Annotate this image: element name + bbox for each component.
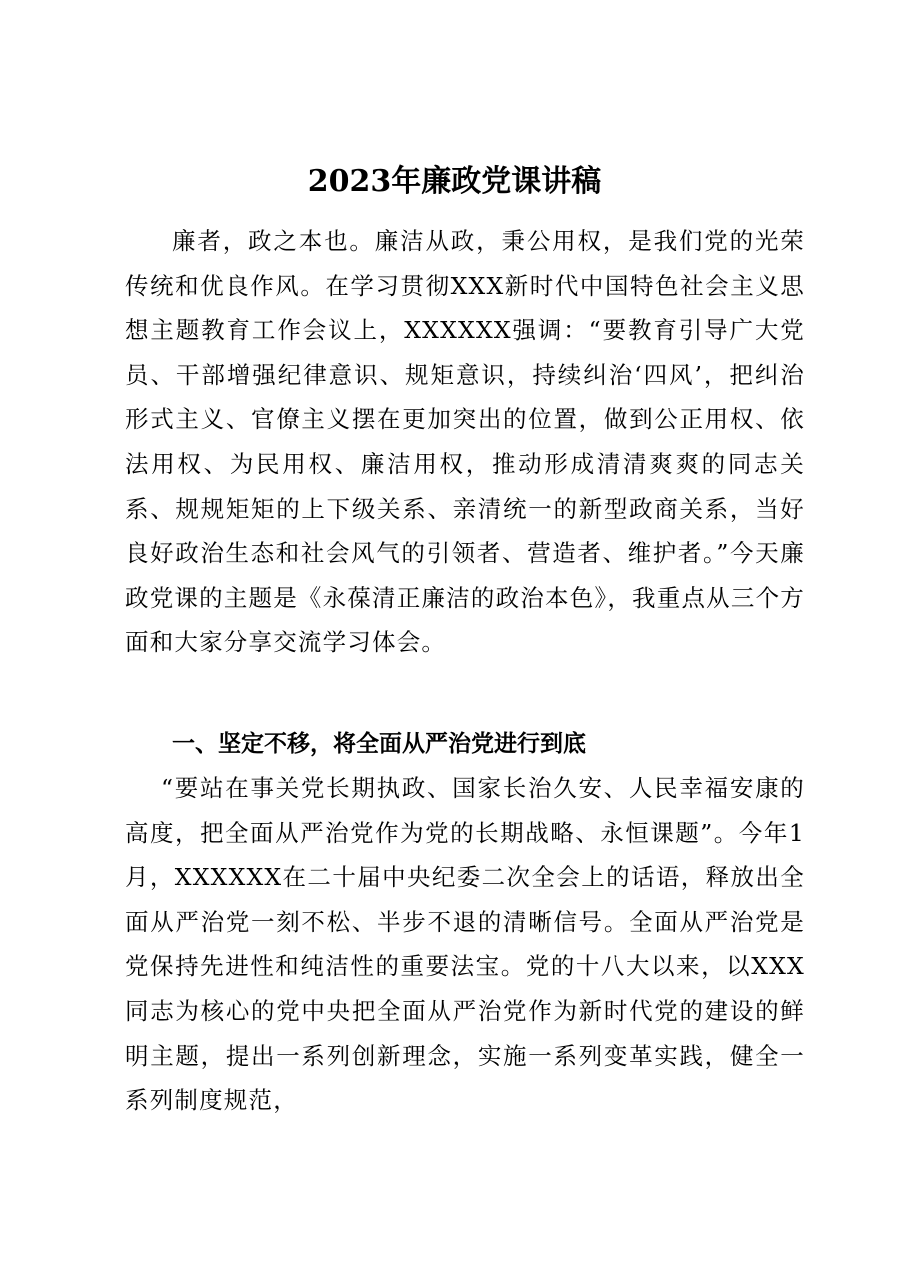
document-title: 2023年廉政党课讲稿 <box>307 164 602 199</box>
paragraph-block-2 <box>125 766 805 1123</box>
body-paragraph: 廉者，政之本也。廉洁从政，秉公用权，是我们党的光荣传统和优良作风。在学习贯彻XXX新时代中国特色社会主义思想主题教育工作会议上，XXXXXX强调：“要教育引导广大党员、干部增强纪律意识、规矩意识，持续纠治‘四风’，把纠治形式主义、官僚主义摆在更加突出的位置，做到公正用权、依法用权、为民用权、廉洁用权，推动形成清清爽爽的同志关系、规规矩矩的上下级关系、亲清统一的新型政商关系，当好良好政治生态和社会风气的引领者、营造者、维护者。”今天廉政党课的主题是《永葆清正廉洁的政治本色》，我重点从三个方面和大家分享交流学习体会。 <box>125 227 805 657</box>
paragraph-block-1 <box>125 219 805 665</box>
body-paragraph: “要站在事关党长期执政、国家长治久安、人民幸福安康的高度，把全面从严治党作为党的长期战略、永恒课题”。今年1月，XXXXXX在二十届中央纪委二次全会上的话语，释放出全面从严治党一刻不松、半步不退的清晰信号。全面从严治党是党保持先进性和纯洁性的重要法宝。党的十八大以来，以XXX同志为核心的党中央把全面从严治党作为新时代党的建设的鲜明主题，提出一系列创新理念，实施一系列变革实践，健全一系列制度规范， <box>125 774 805 1115</box>
section-heading: 一、坚定不移，将全面从严治党进行到底 <box>172 731 586 757</box>
